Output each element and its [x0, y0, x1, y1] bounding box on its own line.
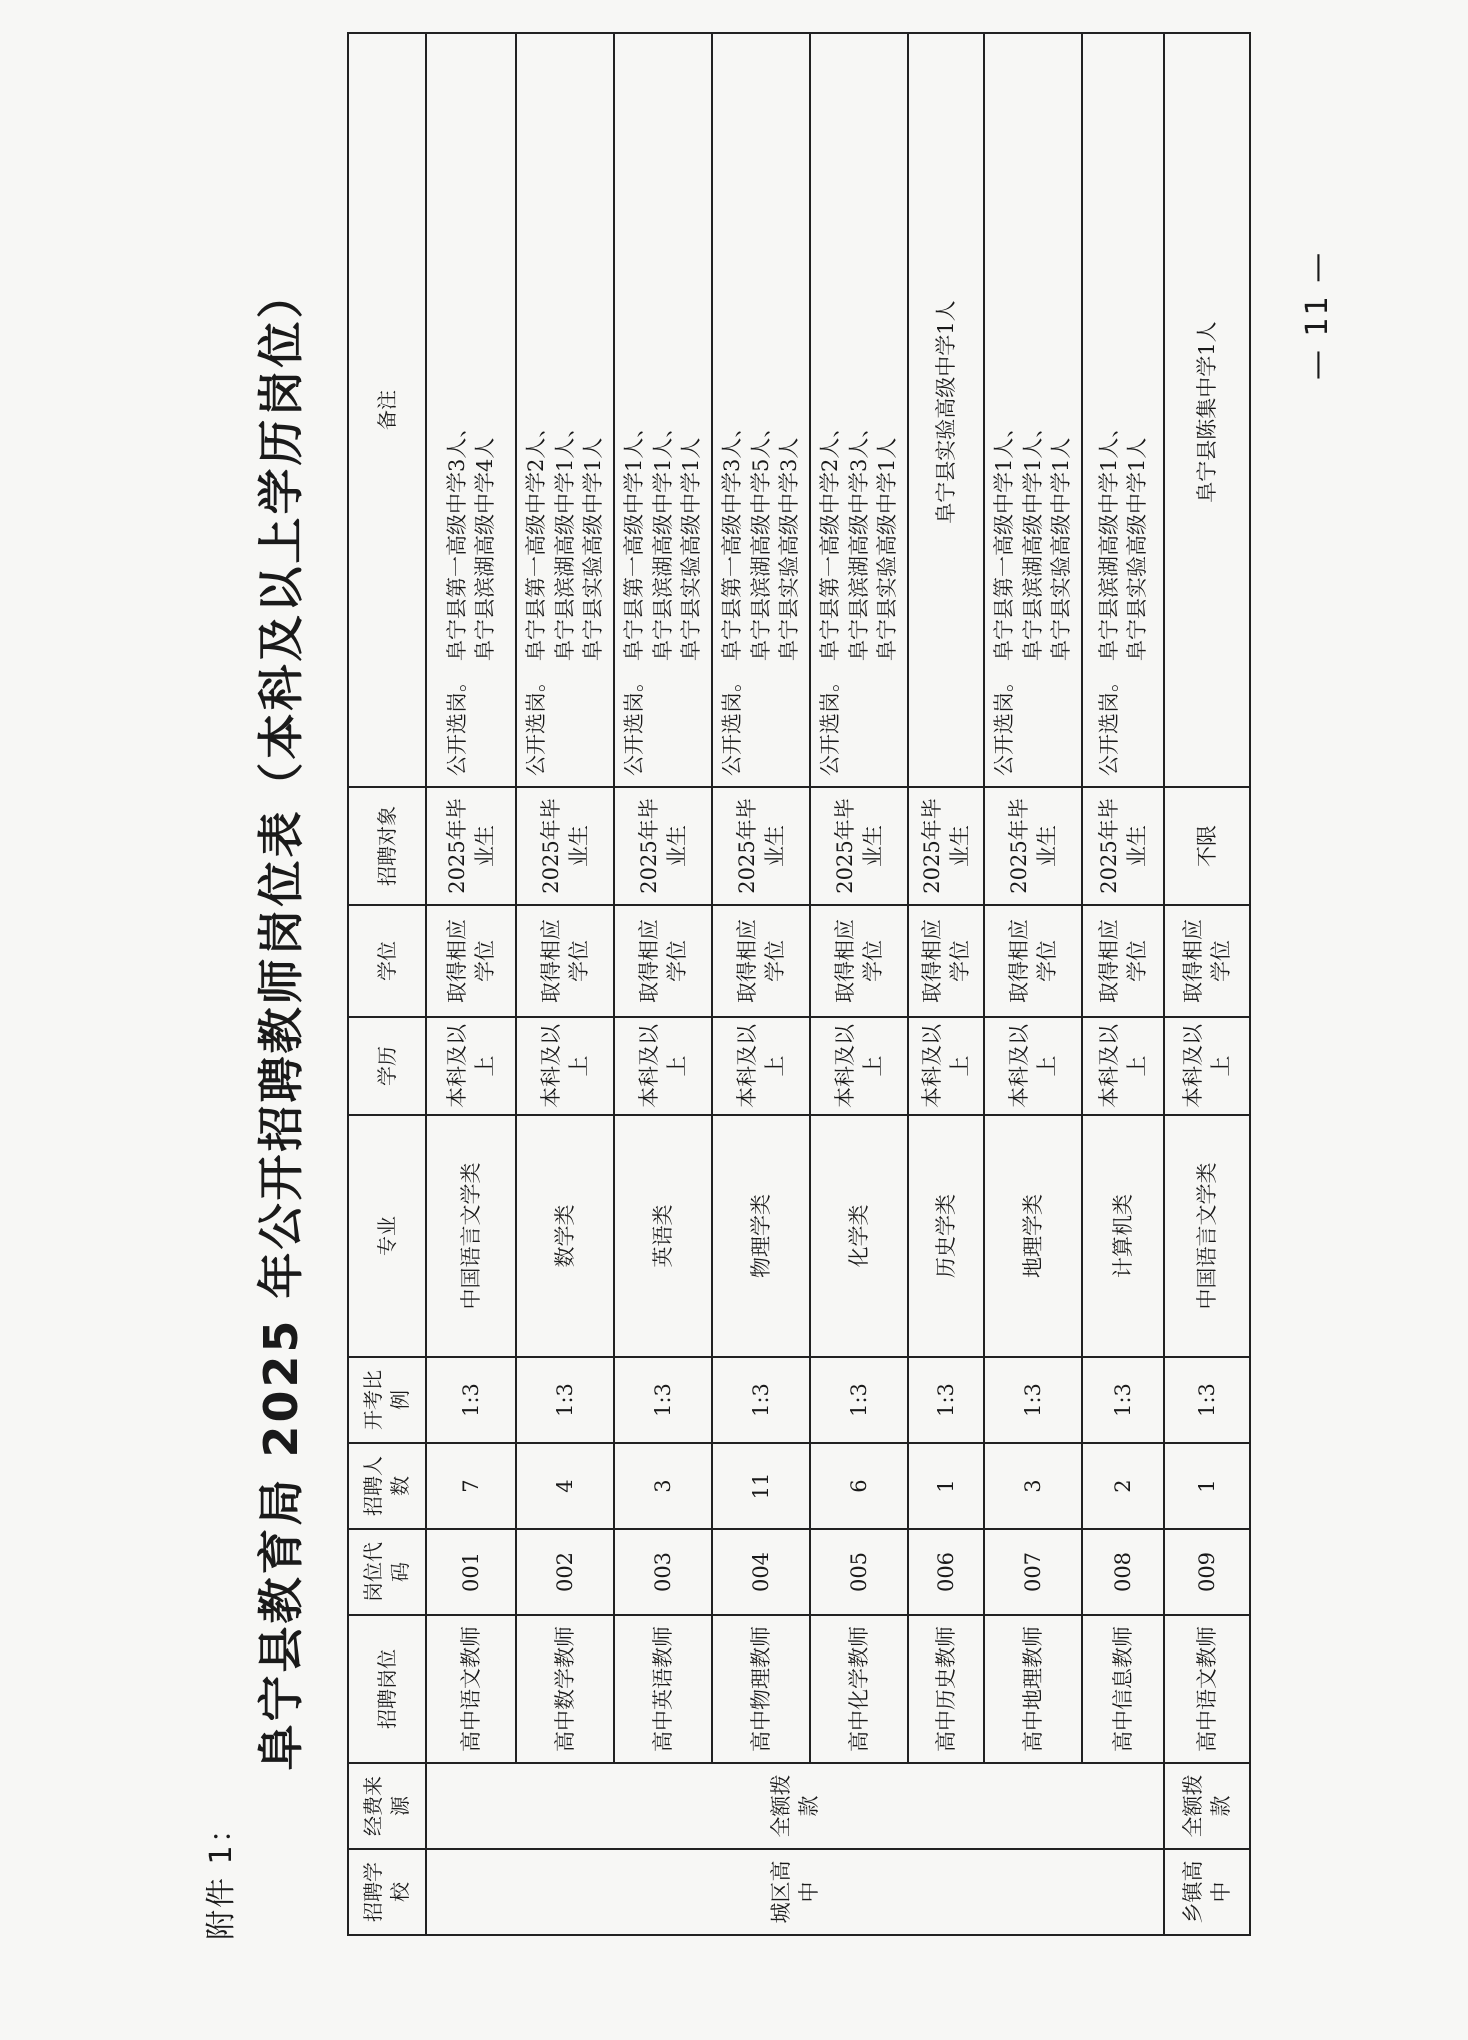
cell-ratio: 1:3 — [1082, 1357, 1164, 1443]
remark-line: 阜宁县滨湖高级中学1人、 — [650, 416, 675, 661]
cell-education: 本科及以上 — [908, 1017, 984, 1115]
remark-block — [522, 38, 607, 776]
page-title: 阜宁县教育局 2025 年公开招聘教师岗位表（本科及以上学历岗位） — [254, 269, 308, 1771]
cell-position: 高中语文教师 — [1164, 1615, 1250, 1763]
remark-block — [990, 38, 1075, 776]
remark-block — [1193, 38, 1221, 786]
cell-target: 2025年毕业生 — [908, 787, 984, 905]
cell-count: 3 — [984, 1443, 1082, 1529]
cell-ratio: 1:3 — [810, 1357, 908, 1443]
cell-ratio: 1:3 — [908, 1357, 984, 1443]
cell-remarks — [712, 33, 810, 787]
cell-education: 本科及以上 — [1164, 1017, 1250, 1115]
cell-count: 1 — [908, 1443, 984, 1529]
cell-funding: 全额拨款 — [1164, 1763, 1250, 1849]
remark-line: 阜宁县滨湖高级中学5人、 — [748, 416, 773, 661]
cell-degree: 取得相应学位 — [712, 905, 810, 1017]
cell-degree: 取得相应学位 — [1082, 905, 1164, 1017]
cell-position: 高中语文教师 — [426, 1615, 516, 1763]
cell-school: 城区高中 — [426, 1849, 1164, 1935]
cell-code: 006 — [908, 1529, 984, 1615]
cell-target: 2025年毕业生 — [1082, 787, 1164, 905]
remark-line: 阜宁县第一高级中学3人、 — [720, 416, 745, 661]
cell-ratio: 1:3 — [516, 1357, 614, 1443]
remark-block — [443, 38, 500, 776]
cell-code: 005 — [810, 1529, 908, 1615]
cell-target: 2025年毕业生 — [712, 787, 810, 905]
cell-degree: 取得相应学位 — [908, 905, 984, 1017]
table-row — [984, 33, 1082, 1935]
cell-ratio: 1:3 — [1164, 1357, 1250, 1443]
remark-block — [932, 38, 960, 786]
remark-line: 阜宁县第一高级中学1人、 — [992, 416, 1017, 661]
table-row — [712, 33, 810, 1935]
remark-lines — [522, 417, 607, 661]
cell-major: 数学类 — [516, 1115, 614, 1357]
remark-block — [718, 38, 803, 776]
remark-line: 阜宁县实验高级中学1人 — [875, 437, 900, 661]
cell-target: 2025年毕业生 — [810, 787, 908, 905]
cell-count: 7 — [426, 1443, 516, 1529]
cell-major: 历史学类 — [908, 1115, 984, 1357]
table-row — [516, 33, 614, 1935]
table-header-row — [348, 33, 426, 1935]
remark-line: 阜宁县滨湖高级中学1人、 — [552, 416, 577, 661]
remark-line: 阜宁县滨湖高级中学1人、 — [1020, 416, 1045, 661]
cell-code: 008 — [1082, 1529, 1164, 1615]
header-count: 招聘人数 — [348, 1443, 426, 1529]
cell-code: 007 — [984, 1529, 1082, 1615]
remark-prefix: 公开选岗。 — [444, 671, 469, 776]
cell-education: 本科及以上 — [712, 1017, 810, 1115]
cell-count: 2 — [1082, 1443, 1164, 1529]
attachment-label: 附件 1： — [204, 1811, 239, 1940]
remark-block — [816, 38, 901, 776]
cell-remarks — [1164, 33, 1250, 787]
cell-position: 高中地理教师 — [984, 1615, 1082, 1763]
cell-major: 英语类 — [614, 1115, 712, 1357]
remark-line: 阜宁县滨湖高级中学3人、 — [846, 416, 871, 661]
header-major: 专业 — [348, 1115, 426, 1357]
cell-degree: 取得相应学位 — [614, 905, 712, 1017]
cell-target: 2025年毕业生 — [516, 787, 614, 905]
cell-degree: 取得相应学位 — [516, 905, 614, 1017]
header-target: 招聘对象 — [348, 787, 426, 905]
page-number: — 11 — — [1300, 250, 1335, 380]
remark-lines — [620, 417, 705, 661]
cell-target: 2025年毕业生 — [984, 787, 1082, 905]
remark-prefix: 公开选岗。 — [1096, 671, 1121, 776]
table-body — [426, 33, 1250, 1935]
remark-line: 阜宁县滨湖高级中学4人 — [473, 437, 497, 661]
cell-count: 1 — [1164, 1443, 1250, 1529]
table-row — [614, 33, 712, 1935]
remark-line: 阜宁县实验高级中学1人 — [1125, 437, 1149, 661]
cell-position: 高中数学教师 — [516, 1615, 614, 1763]
remark-line: 阜宁县第一高级中学3人、 — [444, 416, 469, 661]
recruitment-table — [347, 32, 1251, 1936]
cell-remarks — [810, 33, 908, 787]
remark-prefix: 公开选岗。 — [720, 671, 745, 776]
cell-school: 乡镇高中 — [1164, 1849, 1250, 1935]
cell-position: 高中历史教师 — [908, 1615, 984, 1763]
header-code: 岗位代码 — [348, 1529, 426, 1615]
remark-block — [620, 38, 705, 776]
cell-remarks — [984, 33, 1082, 787]
remark-line: 阜宁县滨湖高级中学1人、 — [1096, 416, 1121, 661]
header-ratio: 开考比例 — [348, 1357, 426, 1443]
cell-remarks — [1082, 33, 1164, 787]
remark-line: 阜宁县实验高级中学1人 — [581, 437, 606, 661]
table-row — [426, 33, 516, 1935]
cell-major: 中国语言文学类 — [426, 1115, 516, 1357]
cell-education: 本科及以上 — [1082, 1017, 1164, 1115]
cell-position: 高中物理教师 — [712, 1615, 810, 1763]
table-row — [810, 33, 908, 1935]
table-row — [908, 33, 984, 1935]
cell-degree: 取得相应学位 — [810, 905, 908, 1017]
remark-lines — [1095, 417, 1152, 661]
remark-lines — [718, 417, 803, 661]
cell-major: 计算机类 — [1082, 1115, 1164, 1357]
cell-education: 本科及以上 — [426, 1017, 516, 1115]
remark-prefix: 公开选岗。 — [818, 671, 843, 776]
cell-education: 本科及以上 — [984, 1017, 1082, 1115]
cell-position: 高中英语教师 — [614, 1615, 712, 1763]
header-education: 学历 — [348, 1017, 426, 1115]
cell-ratio: 1:3 — [712, 1357, 810, 1443]
header-school: 招聘学校 — [348, 1849, 426, 1935]
cell-degree: 取得相应学位 — [426, 905, 516, 1017]
cell-target: 2025年毕业生 — [614, 787, 712, 905]
remark-lines — [816, 417, 901, 661]
remark-lines — [1193, 321, 1221, 502]
remark-line: 阜宁县第一高级中学2人、 — [818, 416, 843, 661]
remark-line: 阜宁县第一高级中学2人、 — [524, 416, 549, 661]
header-position: 招聘岗位 — [348, 1615, 426, 1763]
cell-remarks — [908, 33, 984, 787]
remark-line: 阜宁县陈集中学1人 — [1194, 321, 1219, 503]
remark-prefix: 公开选岗。 — [622, 671, 647, 776]
cell-major: 中国语言文学类 — [1164, 1115, 1250, 1357]
cell-major: 地理学类 — [984, 1115, 1082, 1357]
remark-lines — [990, 417, 1075, 661]
remark-line: 阜宁县实验高级中学1人 — [1049, 437, 1074, 661]
cell-funding: 全额拨款 — [426, 1763, 1164, 1849]
cell-position: 高中信息教师 — [1082, 1615, 1164, 1763]
cell-ratio: 1:3 — [426, 1357, 516, 1443]
remark-line: 阜宁县实验高级中学3人 — [777, 437, 802, 661]
cell-code: 001 — [426, 1529, 516, 1615]
cell-degree: 取得相应学位 — [984, 905, 1082, 1017]
remark-block — [1095, 38, 1152, 776]
cell-code: 004 — [712, 1529, 810, 1615]
cell-remarks — [614, 33, 712, 787]
cell-major: 物理学类 — [712, 1115, 810, 1357]
remark-line: 阜宁县实验高级中学1人 — [679, 437, 704, 661]
table-row — [1082, 33, 1164, 1935]
table-row — [1164, 33, 1250, 1935]
cell-code: 003 — [614, 1529, 712, 1615]
cell-remarks — [426, 33, 516, 787]
cell-position: 高中化学教师 — [810, 1615, 908, 1763]
header-degree: 学位 — [348, 905, 426, 1017]
cell-education: 本科及以上 — [516, 1017, 614, 1115]
cell-count: 3 — [614, 1443, 712, 1529]
cell-ratio: 1:3 — [984, 1357, 1082, 1443]
cell-ratio: 1:3 — [614, 1357, 712, 1443]
cell-count: 4 — [516, 1443, 614, 1529]
remark-line: 阜宁县实验高级中学1人 — [933, 300, 958, 524]
cell-code: 009 — [1164, 1529, 1250, 1615]
remark-lines — [443, 417, 500, 661]
cell-degree: 取得相应学位 — [1164, 905, 1250, 1017]
cell-count: 11 — [712, 1443, 810, 1529]
header-funding: 经费来源 — [348, 1763, 426, 1849]
remark-lines — [932, 300, 960, 523]
remark-prefix: 公开选岗。 — [524, 671, 549, 776]
cell-target: 不限 — [1164, 787, 1250, 905]
cell-target: 2025年毕业生 — [426, 787, 516, 905]
cell-major: 化学类 — [810, 1115, 908, 1357]
cell-education: 本科及以上 — [614, 1017, 712, 1115]
cell-education: 本科及以上 — [810, 1017, 908, 1115]
cell-count: 6 — [810, 1443, 908, 1529]
header-remarks: 备注 — [348, 33, 426, 787]
remark-line: 阜宁县第一高级中学1人、 — [622, 416, 647, 661]
cell-remarks — [516, 33, 614, 787]
remark-prefix: 公开选岗。 — [992, 671, 1017, 776]
cell-code: 002 — [516, 1529, 614, 1615]
